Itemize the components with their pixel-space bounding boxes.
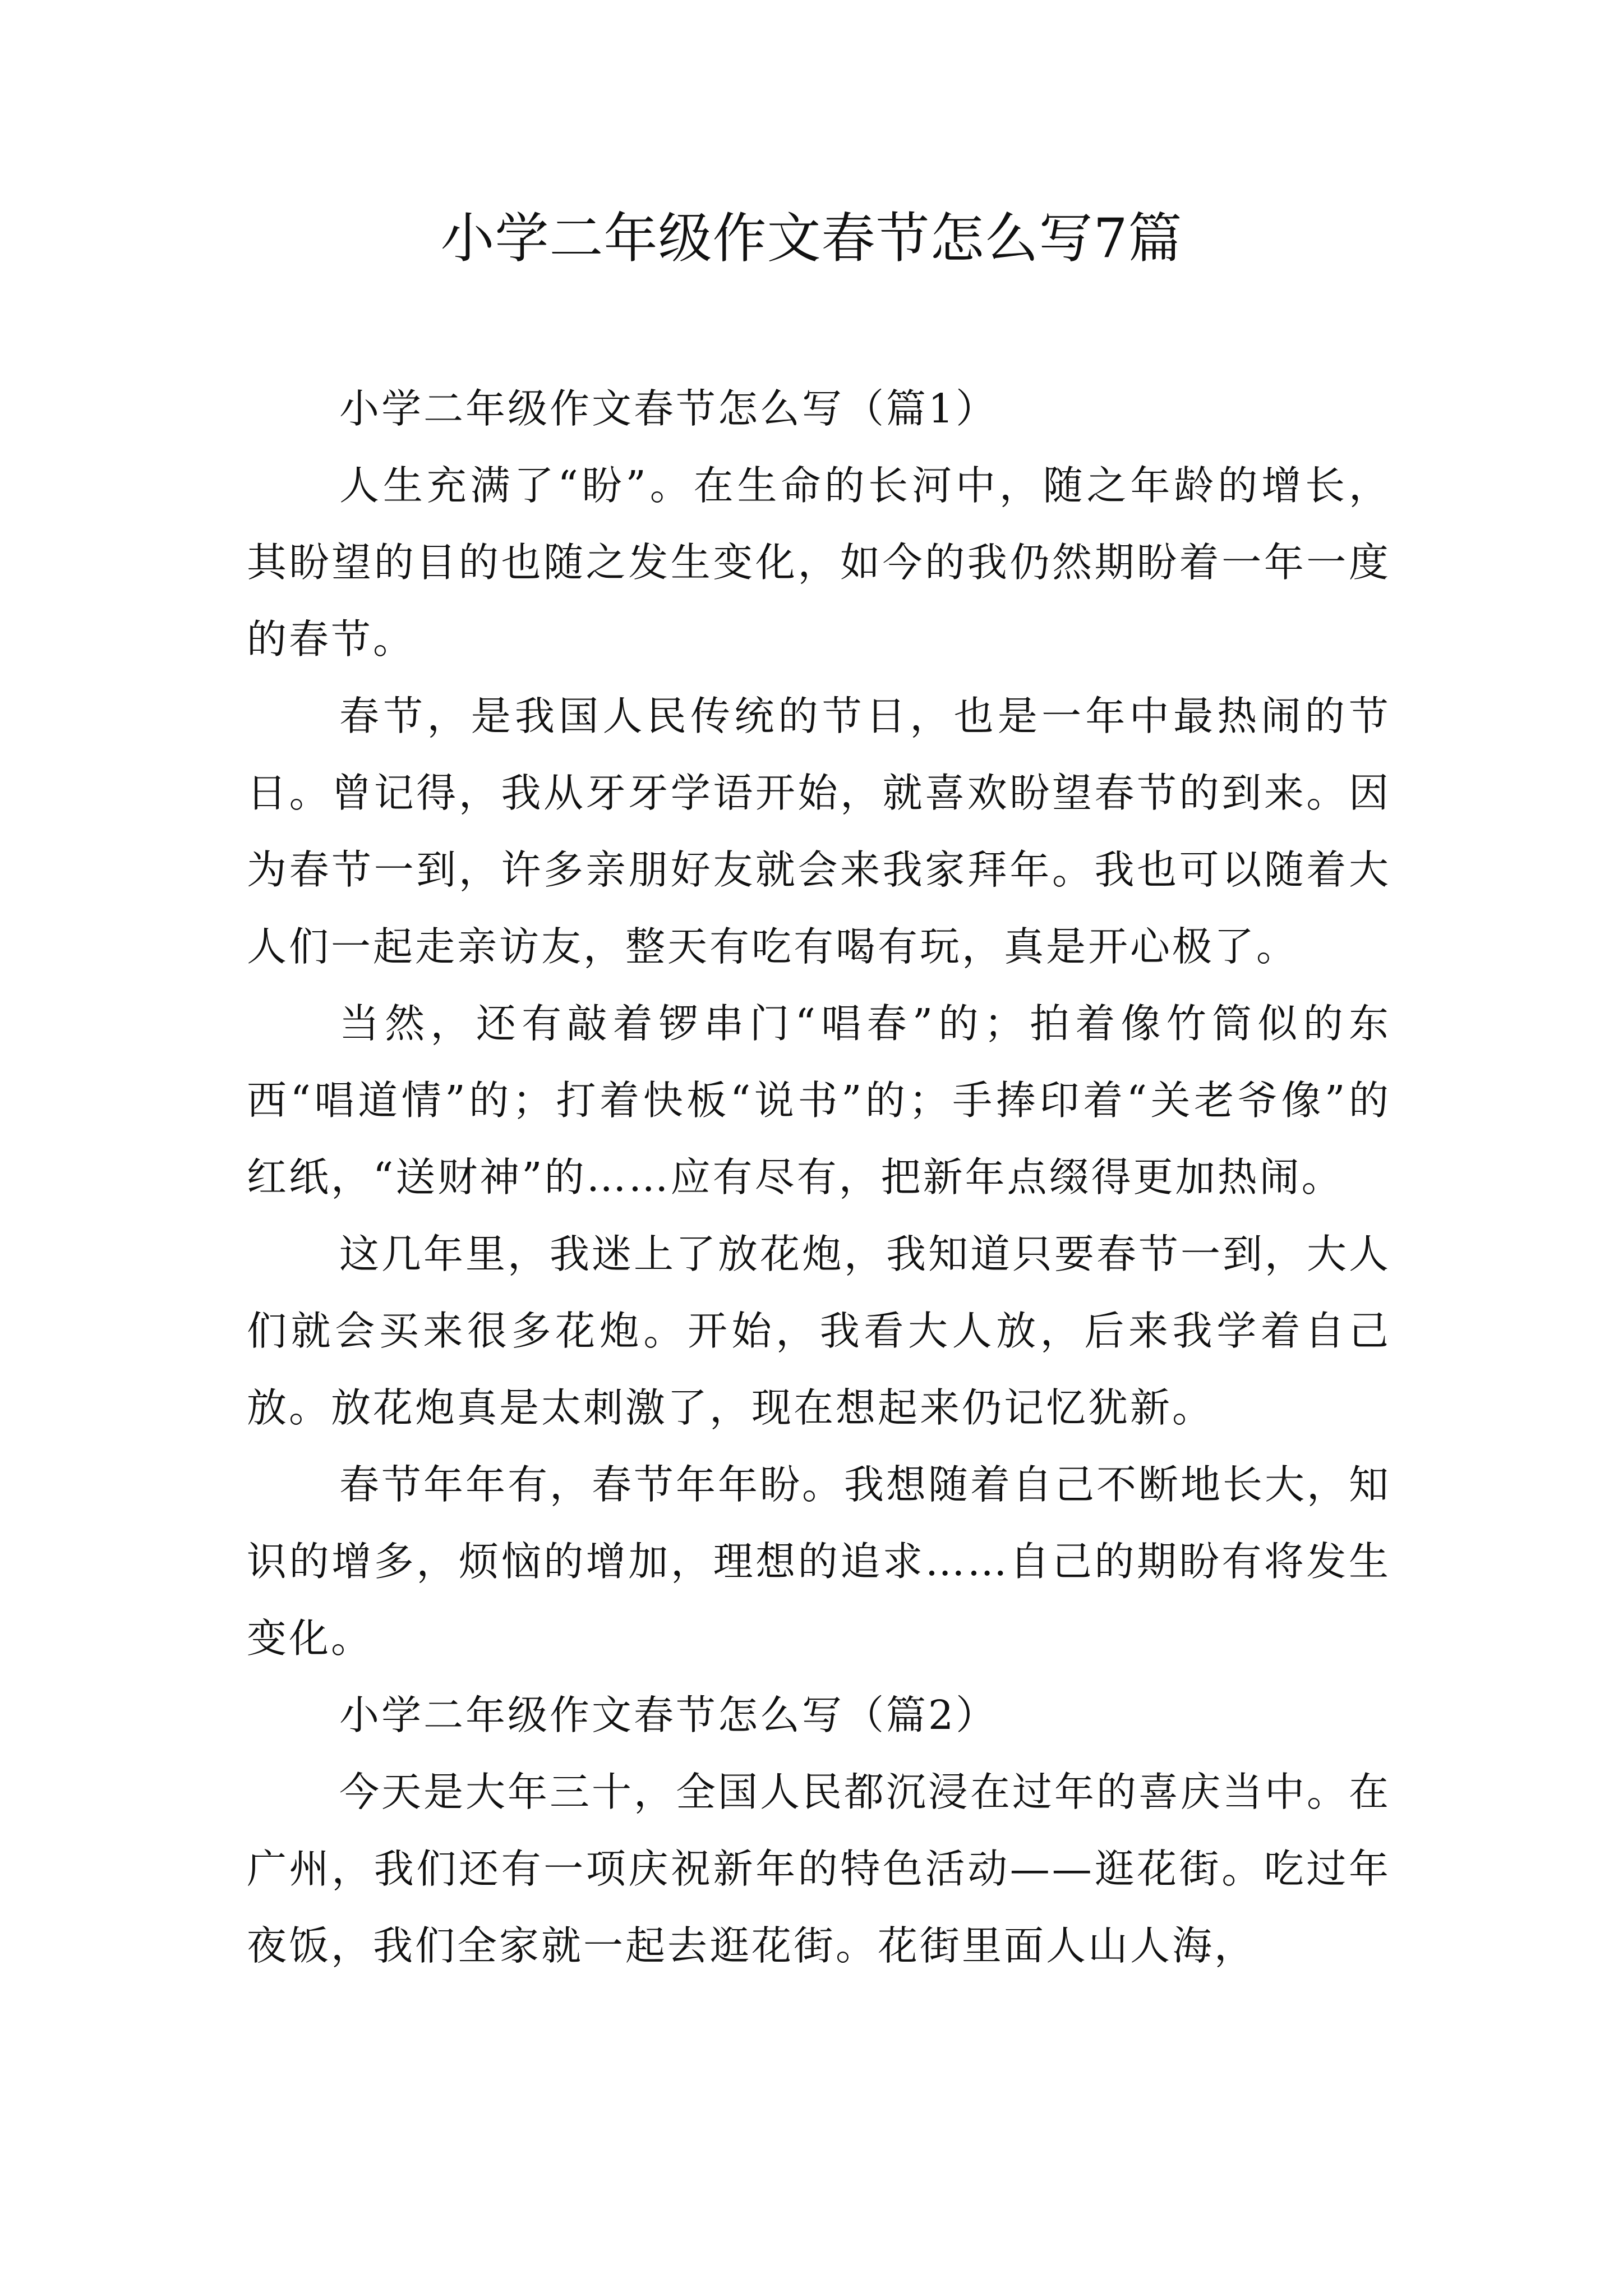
document-body	[247, 370, 1391, 1984]
paragraph: 人生充满了“盼”。在生命的长河中，随之年龄的增长，其盼望的目的也随之发生变化，如今的我仍然期盼着一年一度的春节。	[247, 462, 1391, 662]
section-heading-1: 小学二年级作文春节怎么写（篇1）	[339, 385, 998, 432]
paragraph: 春节，是我国人民传统的节日，也是一年中最热闹的节日。曾记得，我从牙牙学语开始，就喜欢盼望春节的到来。因为春节一到，许多亲朋好友就会来我家拜年。我也可以随着大人们一起走亲访友，整天有吃有喝有玩，真是开心极了。	[247, 693, 1391, 970]
paragraph: 今天是大年三十，全国人民都沉浸在过年的喜庆当中。在广州，我们还有一项庆祝新年的特色活动——逛花街。吃过年夜饭，我们全家就一起去逛花街。花街里面人山人海，	[247, 1769, 1391, 1969]
document-title: 小学二年级作文春节怎么写7篇	[440, 207, 1183, 270]
section-heading-2: 小学二年级作文春节怎么写（篇2）	[339, 1692, 998, 1738]
paragraph: 春节年年有，春节年年盼。我想随着自己不断地长大，知识的增多，烦恼的增加，理想的追求……自己的期盼有将发生变化。	[247, 1461, 1391, 1662]
paragraph: 当然，还有敲着锣串门“唱春”的；拍着像竹筒似的东西“唱道情”的；打着快板“说书”的；手捧印着“关老爷像”的红纸，“送财神”的……应有尽有，把新年点缀得更加热闹。	[247, 1000, 1391, 1200]
paragraph: 这几年里，我迷上了放花炮，我知道只要春节一到，大人们就会买来很多花炮。开始，我看大人放，后来我学着自己放。放花炮真是太刺激了，现在想起来仍记忆犹新。	[247, 1231, 1391, 1431]
